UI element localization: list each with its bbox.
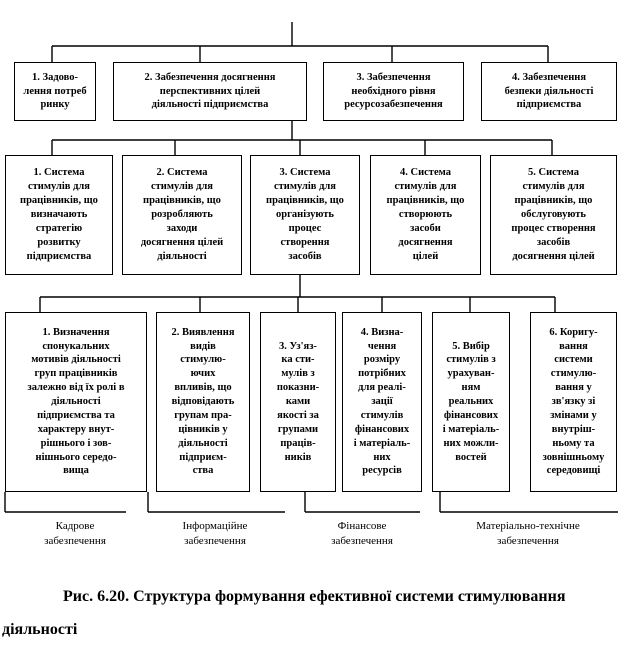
system-box-5 bbox=[490, 155, 617, 275]
figure-caption-line1: Рис. 6.20. Структура формування ефективної системи стимулювання bbox=[63, 588, 566, 605]
system-box-1 bbox=[5, 155, 113, 275]
step-box-5-text: 5. Вибір стимулів з урахуван- ням реальних фінансових і матеріаль- них можли- востей bbox=[442, 340, 500, 463]
goal-box-4-text: 4. Забезпечення безпеки діяльності підприємства bbox=[504, 71, 594, 111]
figure-caption-line2: діяльності bbox=[2, 621, 78, 638]
goal-box-4 bbox=[481, 62, 617, 121]
system-box-4 bbox=[370, 155, 481, 275]
step-box-1-text: 1. Визначення спонукальних мотивів діяльності груп працівників залежно від їх ролі в діяльності підприємства та характеру внут- рішнього і зов- нішнього середо- вища bbox=[27, 326, 125, 477]
goal-box-3-text: 3. Забезпечення необхідного рівня ресурсозабезпечення bbox=[344, 71, 443, 111]
step-box-2 bbox=[156, 312, 250, 492]
system-box-3-text: 3. Система стимулів для працівників, що організують процес створення засобів bbox=[266, 167, 344, 262]
goal-box-1-text: 1. Задово- лення потреб ринку bbox=[23, 71, 87, 111]
system-box-2 bbox=[122, 155, 242, 275]
step-box-6 bbox=[530, 312, 617, 492]
goal-box-2-text: 2. Забезпечення досягнення перспективних цілей діяльності підприємства bbox=[144, 71, 276, 111]
goal-box-3 bbox=[323, 62, 464, 121]
system-box-2-text: 2. Система стимулів для працівників, що розробляють заходи досягнення цілей діяльності bbox=[140, 167, 224, 262]
step-box-4 bbox=[342, 312, 422, 492]
goal-box-2 bbox=[113, 62, 307, 121]
goal-box-1 bbox=[14, 62, 96, 121]
support-label-1-text: Кадрове забезпечення bbox=[44, 520, 106, 547]
support-label-4 bbox=[448, 514, 608, 554]
support-label-3 bbox=[312, 514, 412, 554]
support-label-2-text: Інформаційне забезпечення bbox=[182, 520, 248, 547]
system-box-3 bbox=[250, 155, 360, 275]
figure-caption bbox=[0, 580, 622, 646]
support-label-1 bbox=[20, 514, 130, 554]
step-box-2-text: 2. Виявлення видів стимулю- ючих впливів, що відповідають групам пра- цівників у діяльності підприєм- ства bbox=[171, 326, 235, 477]
system-box-5-text: 5. Система стимулів для працівників, що обслуговують процес створення засобів досягнення цілей bbox=[511, 167, 596, 262]
step-box-4-text: 4. Визна- чення розміру потрібних для реалі- зації стимулів фінансових і матеріаль- них ресурсів bbox=[353, 326, 411, 477]
support-label-4-text: Матеріально-технічне забезпечення bbox=[476, 520, 580, 547]
step-box-3-text: 3. Уз'яз- ка сти- мулів з показни- ками якості за групами праців- ників bbox=[276, 340, 320, 463]
system-box-1-text: 1. Система стимулів для працівників, що визначають стратегію розвитку підприємства bbox=[20, 167, 98, 262]
step-box-5 bbox=[432, 312, 510, 492]
system-box-4-text: 4. Система стимулів для працівників, що створюють засоби досягнення цілей bbox=[386, 167, 465, 262]
step-box-3 bbox=[260, 312, 336, 492]
step-box-6-text: 6. Коригу- вання системи стимулю- вання у зв'язку зі змінами у внутріш- ньому та зовнішньому середовищі bbox=[542, 326, 605, 477]
step-box-1 bbox=[5, 312, 147, 492]
support-label-2 bbox=[156, 514, 274, 554]
support-label-3-text: Фінансове забезпечення bbox=[331, 520, 393, 547]
